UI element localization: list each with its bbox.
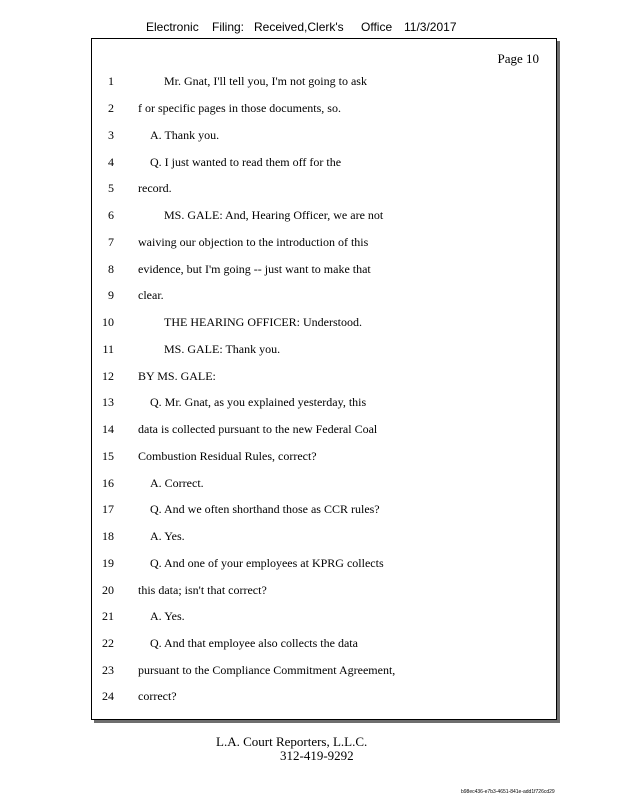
line-number: 17 [102, 502, 114, 516]
line-number: 20 [102, 583, 114, 597]
reporter-phone: 312-419-9292 [280, 748, 354, 763]
transcript-line [92, 556, 556, 574]
line-text: Q. I just wanted to read them off for the [150, 155, 342, 169]
transcript-line [92, 476, 556, 494]
transcript-line [92, 583, 556, 601]
line-number: 13 [102, 395, 114, 409]
line-text: clear. [138, 288, 164, 302]
line-text: f or specific pages in those documents, so. [138, 101, 341, 115]
line-text: correct? [138, 689, 177, 703]
line-number: 5 [108, 181, 114, 195]
transcript-line [92, 208, 556, 226]
transcript-line [92, 342, 556, 360]
line-text: Combustion Residual Rules, correct? [138, 449, 317, 463]
transcript-page [91, 38, 557, 720]
transcript-line [92, 369, 556, 387]
line-number: 18 [102, 529, 114, 543]
transcript-line [92, 636, 556, 654]
line-number: 14 [102, 422, 114, 436]
line-text: Q. Mr. Gnat, as you explained yesterday, this [150, 395, 367, 409]
line-number: 24 [102, 689, 114, 703]
line-text: MS. GALE: And, Hearing Officer, we are not [164, 208, 384, 222]
line-text: A. Thank you. [150, 128, 220, 142]
filing-stamp-header [0, 20, 618, 36]
transcript-line [92, 288, 556, 306]
reporter-company: L.A. Court Reporters, L.L.C. [216, 734, 368, 749]
line-number: 21 [102, 609, 114, 623]
transcript-line [92, 689, 556, 707]
line-number: 23 [102, 663, 114, 677]
transcript-line [92, 155, 556, 173]
line-number: 3 [108, 128, 114, 142]
transcript-line [92, 74, 556, 92]
line-text: data is collected pursuant to the new Federal Coal [138, 422, 378, 436]
header-word-received: Received,Clerk's [254, 20, 344, 34]
line-number: 10 [102, 315, 114, 329]
transcript-line [92, 101, 556, 119]
line-text: pursuant to the Compliance Commitment Agreement, [138, 663, 396, 677]
line-number: 8 [108, 262, 114, 276]
transcript-line [92, 609, 556, 627]
line-number: 15 [102, 449, 114, 463]
header-word-filing: Filing: [212, 20, 245, 34]
line-text: Q. And we often shorthand those as CCR rules? [150, 502, 380, 516]
line-number: 6 [108, 208, 114, 222]
line-number: 22 [102, 636, 114, 650]
transcript-line [92, 181, 556, 199]
transcript-line [92, 502, 556, 520]
line-number: 19 [102, 556, 114, 570]
line-text: A. Correct. [150, 476, 204, 490]
transcript-line [92, 449, 556, 467]
header-word-office: Office [361, 20, 393, 34]
transcript-line [92, 422, 556, 440]
line-text: A. Yes. [150, 609, 185, 623]
line-number: 7 [108, 235, 114, 249]
line-number: 1 [108, 74, 114, 88]
line-number: 11 [102, 342, 114, 356]
document-hash: b98ec436-e7b3-4651-841e-add1f726cd29 [461, 789, 555, 795]
header-date: 11/3/2017 [404, 20, 457, 34]
transcript-line [92, 235, 556, 253]
page-number: Page 10 [497, 51, 539, 66]
transcript-line [92, 262, 556, 280]
line-text: Q. And that employee also collects the data [150, 636, 358, 650]
line-text: Q. And one of your employees at KPRG collects [150, 556, 384, 570]
line-number: 2 [108, 101, 114, 115]
transcript-line [92, 663, 556, 681]
line-number: 4 [108, 155, 114, 169]
transcript-line [92, 128, 556, 146]
line-text: MS. GALE: Thank you. [164, 342, 281, 356]
transcript-line [92, 315, 556, 333]
transcript-line [92, 395, 556, 413]
transcript-line [92, 529, 556, 547]
line-text: THE HEARING OFFICER: Understood. [164, 315, 362, 329]
line-text: record. [138, 181, 172, 195]
line-text: BY MS. GALE: [138, 369, 216, 383]
line-number: 16 [102, 476, 114, 490]
line-text: A. Yes. [150, 529, 185, 543]
line-text: waiving our objection to the introduction of this [138, 235, 369, 249]
line-text: this data; isn't that correct? [138, 583, 267, 597]
line-text: Mr. Gnat, I'll tell you, I'm not going to ask [164, 74, 367, 88]
header-word-electronic: Electronic [146, 20, 199, 34]
line-text: evidence, but I'm going -- just want to make that [138, 262, 371, 276]
line-number: 9 [108, 288, 114, 302]
line-number: 12 [102, 369, 114, 383]
